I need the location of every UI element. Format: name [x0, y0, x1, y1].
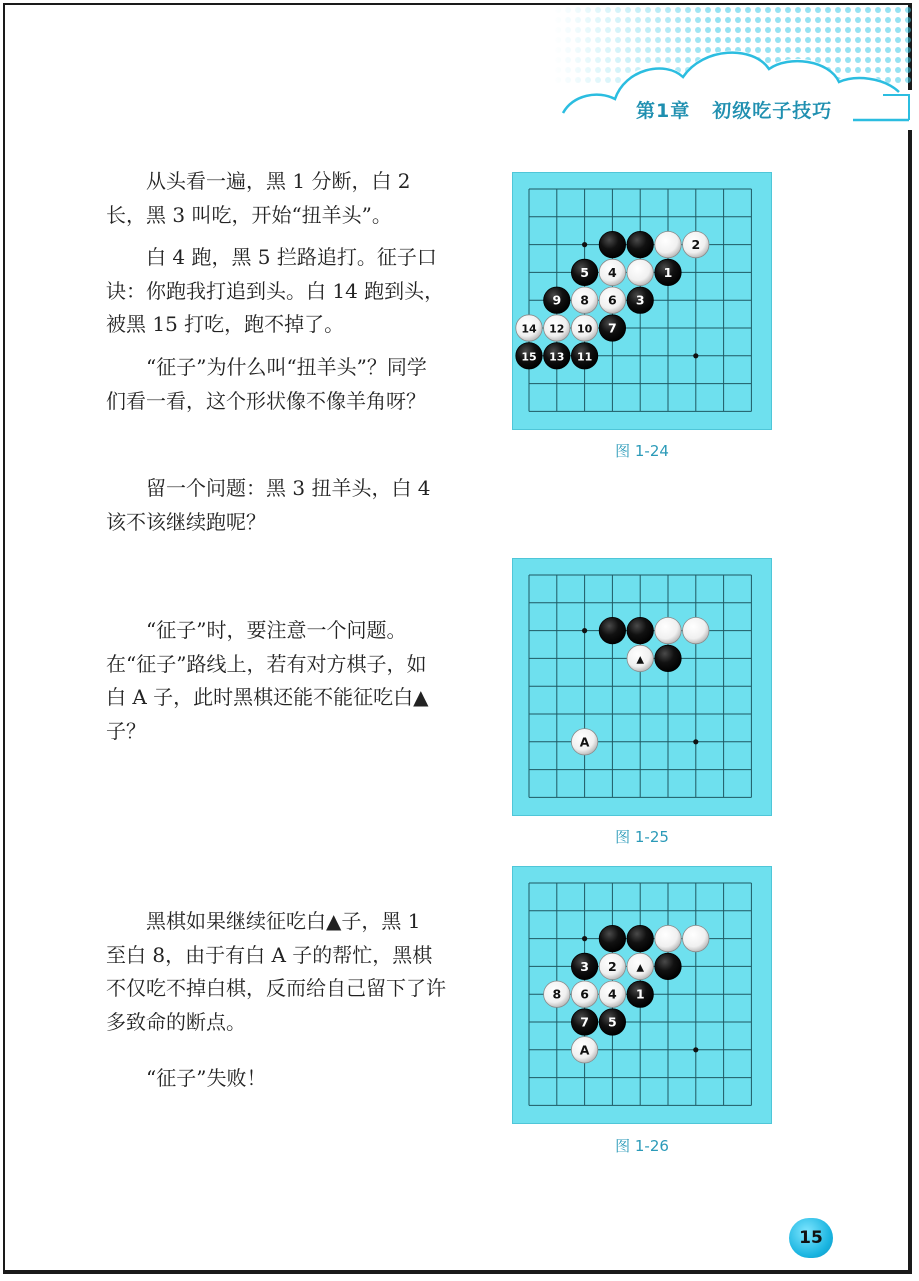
figure-caption: 图 1-24: [615, 442, 669, 460]
black-stone: [571, 343, 597, 369]
stone-label: 8: [552, 986, 562, 1002]
white-stone: [683, 231, 709, 257]
go-diagram-1-26: [512, 866, 772, 1124]
figure-caption: 图 1-25: [615, 828, 669, 846]
black-stone: [627, 287, 653, 313]
paragraph: 黑棋如果继续征吃白▲子，黑 1 至白 8，由于有白 A 子的帮忙，黑棋不仅吃不掉白棋，反而给自己留下了许多致命的断点。: [106, 909, 446, 1034]
stone-label: 4: [608, 264, 617, 280]
stone-label: 12: [549, 322, 565, 336]
stone-label: A: [579, 1042, 590, 1058]
paragraph: “征子”为什么叫“扭羊头”？同学们看一看，这个形状像不像羊角呀？: [106, 355, 427, 413]
star-point: [693, 739, 698, 744]
go-diagram-1-24: [512, 172, 772, 430]
white-stone: [571, 729, 597, 755]
stone-label: ▲: [636, 654, 645, 666]
black-stone: [655, 259, 681, 285]
white-stone: [683, 925, 709, 951]
paragraph: “征子”时，要注意一个问题。在“征子”路线上，若有对方棋子，如白 A 子，此时黑棋还能不能征吃白▲子？: [106, 618, 429, 743]
board-background: [512, 558, 772, 816]
stone-label: 11: [576, 350, 593, 364]
paragraph: 从头看一遍，黑 1 分断，白 2 长，黑 3 叫吃，开始“扭羊头”。: [106, 169, 411, 227]
star-point: [693, 353, 698, 358]
black-stone: [516, 343, 542, 369]
black-stone: [599, 925, 625, 951]
star-point: [582, 936, 587, 941]
stone-label: ▲: [636, 962, 645, 974]
white-stone: [571, 1037, 597, 1063]
black-stone: [655, 953, 681, 979]
white-stone: [683, 617, 709, 643]
stone-label: 14: [521, 322, 537, 336]
page-number: 15: [789, 1218, 833, 1258]
star-point: [693, 1047, 698, 1052]
chapter-number: 第1章: [636, 100, 691, 122]
black-stone: [599, 617, 625, 643]
black-stone: [599, 1009, 625, 1035]
black-stone: [655, 645, 681, 671]
white-stone: [655, 925, 681, 951]
stone-label: 15: [521, 350, 537, 364]
black-stone: [571, 953, 597, 979]
black-stone: [627, 981, 653, 1007]
chapter-heading: [636, 96, 832, 123]
white-stone: [599, 981, 625, 1007]
stone-label: 2: [691, 237, 701, 253]
stone-label: 9: [552, 292, 562, 308]
figure-caption: 图 1-26: [615, 1137, 669, 1155]
stone-label: 13: [549, 350, 565, 364]
black-stone: [571, 259, 597, 285]
white-stone: [571, 287, 597, 313]
white-stone: [571, 315, 597, 341]
stone-label: 1: [663, 264, 673, 280]
black-stone: [599, 231, 625, 257]
go-board: [512, 866, 772, 1124]
white-stone: [627, 645, 653, 671]
stone-label: 10: [576, 322, 593, 336]
stone-label: 5: [608, 1014, 617, 1030]
stone-label: 3: [635, 292, 645, 308]
stone-label: 5: [580, 264, 589, 280]
paragraph: “征子”失败！: [106, 1066, 267, 1090]
black-stone: [627, 231, 653, 257]
white-stone: [599, 953, 625, 979]
black-stone: [627, 925, 653, 951]
stone-label: 3: [580, 958, 589, 974]
black-stone: [544, 343, 570, 369]
stone-label: 4: [608, 986, 617, 1002]
go-diagram-1-25: [512, 558, 772, 816]
paragraph: 白 4 跑，黑 5 拦路追打。征子口诀：你跑我打追到头。白 14 跑到头，被黑 15 打吃，跑不掉了。: [106, 245, 445, 336]
stone-label: 8: [580, 292, 589, 308]
star-point: [582, 242, 587, 247]
go-board: [512, 172, 772, 430]
white-stone: [627, 259, 653, 285]
black-stone: [627, 617, 653, 643]
black-stone: [571, 1009, 597, 1035]
white-stone: [655, 617, 681, 643]
go-board: [512, 558, 772, 816]
white-stone: [627, 953, 653, 979]
white-stone: [571, 981, 597, 1007]
white-stone: [599, 287, 625, 313]
black-stone: [599, 315, 625, 341]
stone-label: 2: [608, 958, 617, 974]
stone-label: 6: [580, 986, 589, 1002]
star-point: [582, 628, 587, 633]
chapter-title: 初级吃子技巧: [712, 100, 833, 122]
stone-label: 6: [608, 292, 617, 308]
black-stone: [544, 287, 570, 313]
paragraph: 留一个问题：黑 3 扭羊头，白 4 该不该继续跑呢？: [106, 476, 431, 534]
stone-label: 7: [580, 1014, 589, 1030]
white-stone: [544, 315, 570, 341]
white-stone: [655, 231, 681, 257]
stone-label: 1: [635, 986, 645, 1002]
stone-label: A: [579, 734, 590, 750]
white-stone: [599, 259, 625, 285]
white-stone: [544, 981, 570, 1007]
white-stone: [516, 315, 542, 341]
stone-label: 7: [608, 320, 617, 336]
